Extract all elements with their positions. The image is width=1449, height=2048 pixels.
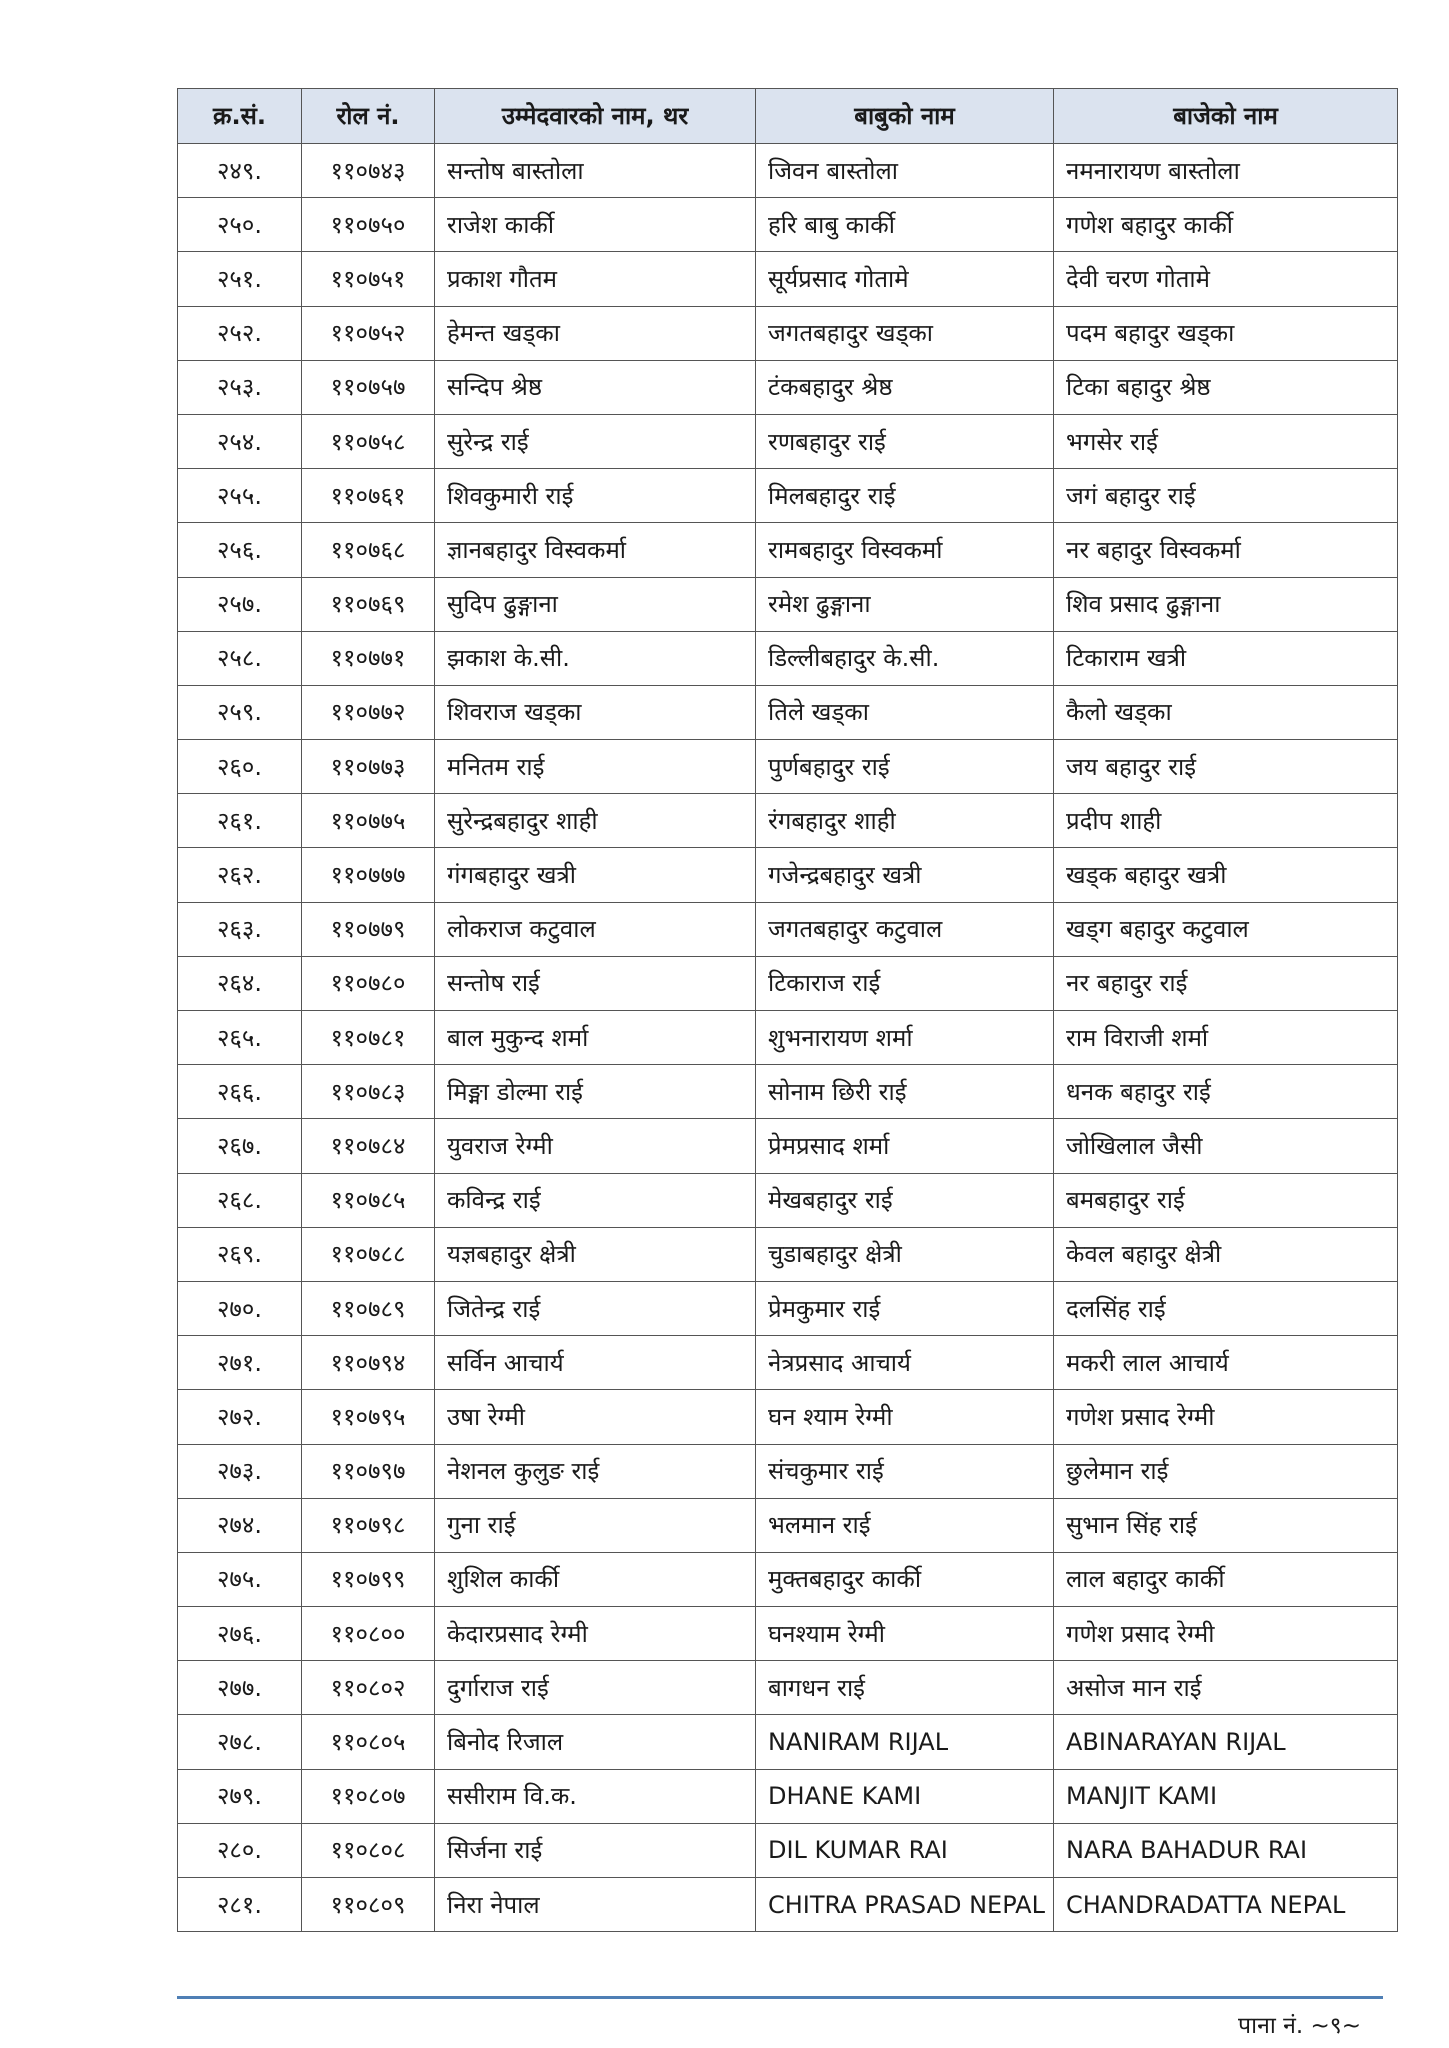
cell-roll-number: ११०७५२ (302, 306, 435, 360)
table-row (178, 956, 1398, 1010)
cell-candidate-name: सिर्जना राई (435, 1823, 756, 1877)
cell-candidate-name: शिवकुमारी राई (435, 469, 756, 523)
cell-father-name: मेखबहादुर राई (756, 1173, 1054, 1227)
cell-roll-number: ११०८०२ (302, 1661, 435, 1715)
cell-grandfather-name: बमबहादुर राई (1054, 1173, 1398, 1227)
cell-father-name: रामबहादुर विस्वकर्मा (756, 523, 1054, 577)
cell-father-name: नेत्रप्रसाद आचार्य (756, 1336, 1054, 1390)
cell-grandfather-name: टिका बहादुर श्रेष्ठ (1054, 360, 1398, 414)
cell-father-name: प्रेमप्रसाद शर्मा (756, 1119, 1054, 1173)
cell-roll-number: ११०७७५ (302, 794, 435, 848)
cell-roll-number: ११०७८१ (302, 1011, 435, 1065)
cell-serial-number: २८०. (178, 1823, 302, 1877)
cell-father-name: डिल्लीबहादुर के.सी. (756, 631, 1054, 685)
page-number: पाना नं. ~९~ (1238, 2013, 1361, 2039)
table-row (178, 577, 1398, 631)
table-row (178, 1498, 1398, 1552)
cell-roll-number: ११०७७९ (302, 902, 435, 956)
cell-grandfather-name: नर बहादुर राई (1054, 956, 1398, 1010)
cell-serial-number: २५६. (178, 523, 302, 577)
table-row (178, 414, 1398, 468)
table-row (178, 1715, 1398, 1769)
table-row (178, 1552, 1398, 1606)
table-row (178, 1119, 1398, 1173)
header-serial-number: क्र.सं. (178, 89, 302, 144)
cell-father-name: संचकुमार राई (756, 1444, 1054, 1498)
table-row (178, 740, 1398, 794)
cell-grandfather-name: MANJIT KAMI (1054, 1769, 1398, 1823)
cell-father-name: चुडाबहादुर क्षेत्री (756, 1227, 1054, 1281)
cell-candidate-name: सन्दिप श्रेष्ठ (435, 360, 756, 414)
cell-roll-number: ११०७८३ (302, 1065, 435, 1119)
cell-roll-number: ११०७८९ (302, 1281, 435, 1335)
cell-roll-number: ११०८०५ (302, 1715, 435, 1769)
cell-father-name: सूर्यप्रसाद गोतामे (756, 252, 1054, 306)
cell-father-name: टंकबहादुर श्रेष्ठ (756, 360, 1054, 414)
cell-father-name: जगतबहादुर कटुवाल (756, 902, 1054, 956)
table-row (178, 469, 1398, 523)
cell-father-name: रंगबहादुर शाही (756, 794, 1054, 848)
table-row (178, 902, 1398, 956)
cell-grandfather-name: CHANDRADATTA NEPAL (1054, 1878, 1398, 1932)
cell-roll-number: ११०७८८ (302, 1227, 435, 1281)
table-row (178, 360, 1398, 414)
cell-serial-number: २७६. (178, 1607, 302, 1661)
cell-candidate-name: कविन्द्र राई (435, 1173, 756, 1227)
cell-roll-number: ११०७५१ (302, 252, 435, 306)
cell-roll-number: ११०७६८ (302, 523, 435, 577)
cell-candidate-name: सन्तोष बास्तोला (435, 144, 756, 198)
header-candidate-name: उम्मेदवारको नाम, थर (435, 89, 756, 144)
cell-roll-number: ११०७९७ (302, 1444, 435, 1498)
cell-father-name: शुभनारायण शर्मा (756, 1011, 1054, 1065)
cell-candidate-name: शिवराज खड्का (435, 685, 756, 739)
cell-father-name: गजेन्द्रबहादुर खत्री (756, 848, 1054, 902)
cell-roll-number: ११०७४३ (302, 144, 435, 198)
cell-roll-number: ११०७९५ (302, 1390, 435, 1444)
cell-candidate-name: राजेश कार्की (435, 198, 756, 252)
cell-serial-number: २५८. (178, 631, 302, 685)
cell-grandfather-name: सुभान सिंह राई (1054, 1498, 1398, 1552)
cell-father-name: सोनाम छिरी राई (756, 1065, 1054, 1119)
cell-roll-number: ११०७७७ (302, 848, 435, 902)
cell-serial-number: २५७. (178, 577, 302, 631)
cell-grandfather-name: गणेश प्रसाद रेग्मी (1054, 1607, 1398, 1661)
cell-roll-number: ११०८०९ (302, 1878, 435, 1932)
table-row (178, 1444, 1398, 1498)
cell-serial-number: २६५. (178, 1011, 302, 1065)
cell-serial-number: २७८. (178, 1715, 302, 1769)
cell-grandfather-name: खड्क बहादुर खत्री (1054, 848, 1398, 902)
cell-serial-number: २६१. (178, 794, 302, 848)
cell-grandfather-name: कैलो खड्का (1054, 685, 1398, 739)
cell-candidate-name: हेमन्त खड्का (435, 306, 756, 360)
cell-grandfather-name: असोज मान राई (1054, 1661, 1398, 1715)
cell-roll-number: ११०७८० (302, 956, 435, 1010)
cell-roll-number: ११०७८४ (302, 1119, 435, 1173)
cell-grandfather-name: पदम बहादुर खड्का (1054, 306, 1398, 360)
cell-roll-number: ११०७६९ (302, 577, 435, 631)
cell-serial-number: २७०. (178, 1281, 302, 1335)
cell-father-name: मुक्तबहादुर कार्की (756, 1552, 1054, 1606)
cell-serial-number: २६०. (178, 740, 302, 794)
table-row (178, 1065, 1398, 1119)
cell-grandfather-name: ABINARAYAN RIJAL (1054, 1715, 1398, 1769)
cell-serial-number: २६९. (178, 1227, 302, 1281)
cell-roll-number: ११०८०७ (302, 1769, 435, 1823)
cell-candidate-name: ससीराम वि.क. (435, 1769, 756, 1823)
cell-serial-number: २६७. (178, 1119, 302, 1173)
cell-roll-number: ११०७७१ (302, 631, 435, 685)
cell-roll-number: ११०७९४ (302, 1336, 435, 1390)
cell-roll-number: ११०७६१ (302, 469, 435, 523)
header-roll-number: रोल नं. (302, 89, 435, 144)
cell-candidate-name: उषा रेग्मी (435, 1390, 756, 1444)
cell-roll-number: ११०७७३ (302, 740, 435, 794)
cell-candidate-name: सन्तोष राई (435, 956, 756, 1010)
cell-grandfather-name: धनक बहादुर राई (1054, 1065, 1398, 1119)
cell-father-name: भलमान राई (756, 1498, 1054, 1552)
cell-grandfather-name: भगसेर राई (1054, 414, 1398, 468)
cell-serial-number: २८१. (178, 1878, 302, 1932)
cell-serial-number: २५३. (178, 360, 302, 414)
cell-serial-number: २६८. (178, 1173, 302, 1227)
cell-candidate-name: मनितम राई (435, 740, 756, 794)
cell-serial-number: २५४. (178, 414, 302, 468)
cell-serial-number: २४९. (178, 144, 302, 198)
cell-candidate-name: गंगबहादुर खत्री (435, 848, 756, 902)
cell-roll-number: ११०७५७ (302, 360, 435, 414)
cell-father-name: जिवन बास्तोला (756, 144, 1054, 198)
cell-grandfather-name: खड्ग बहादुर कटुवाल (1054, 902, 1398, 956)
cell-candidate-name: सुरेन्द्र राई (435, 414, 756, 468)
cell-grandfather-name: देवी चरण गोतामे (1054, 252, 1398, 306)
table-row (178, 198, 1398, 252)
cell-candidate-name: लोकराज कटुवाल (435, 902, 756, 956)
cell-grandfather-name: लाल बहादुर कार्की (1054, 1552, 1398, 1606)
cell-roll-number: ११०७७२ (302, 685, 435, 739)
cell-candidate-name: बाल मुकुन्द शर्मा (435, 1011, 756, 1065)
cell-candidate-name: सर्विन आचार्य (435, 1336, 756, 1390)
cell-father-name: मिलबहादुर राई (756, 469, 1054, 523)
cell-father-name: हरि बाबु कार्की (756, 198, 1054, 252)
table-row (178, 685, 1398, 739)
cell-father-name: रमेश ढुङ्गाना (756, 577, 1054, 631)
cell-father-name: NANIRAM RIJAL (756, 1715, 1054, 1769)
cell-serial-number: २७२. (178, 1390, 302, 1444)
cell-candidate-name: दुर्गाराज राई (435, 1661, 756, 1715)
header-father-name: बाबुको नाम (756, 89, 1054, 144)
cell-serial-number: २५१. (178, 252, 302, 306)
cell-serial-number: २५९. (178, 685, 302, 739)
cell-candidate-name: युवराज रेग्मी (435, 1119, 756, 1173)
cell-father-name: DHANE KAMI (756, 1769, 1054, 1823)
table-body (178, 144, 1398, 1932)
table-row (178, 794, 1398, 848)
cell-candidate-name: नेशनल कुलुङ राई (435, 1444, 756, 1498)
cell-candidate-name: निरा नेपाल (435, 1878, 756, 1932)
cell-father-name: CHITRA PRASAD NEPAL (756, 1878, 1054, 1932)
table-row (178, 1173, 1398, 1227)
cell-candidate-name: केदारप्रसाद रेग्मी (435, 1607, 756, 1661)
table-row (178, 1281, 1398, 1335)
cell-candidate-name: सुदिप ढुङ्गाना (435, 577, 756, 631)
cell-candidate-name: प्रकाश गौतम (435, 252, 756, 306)
cell-roll-number: ११०७९८ (302, 1498, 435, 1552)
cell-grandfather-name: गणेश बहादुर कार्की (1054, 198, 1398, 252)
cell-grandfather-name: प्रदीप शाही (1054, 794, 1398, 848)
cell-candidate-name: गुना राई (435, 1498, 756, 1552)
cell-serial-number: २६४. (178, 956, 302, 1010)
cell-serial-number: २७५. (178, 1552, 302, 1606)
cell-roll-number: ११०८०० (302, 1607, 435, 1661)
cell-serial-number: २६३. (178, 902, 302, 956)
cell-father-name: घन श्याम रेग्मी (756, 1390, 1054, 1444)
cell-father-name: घनश्याम रेग्मी (756, 1607, 1054, 1661)
cell-grandfather-name: जगं बहादुर राई (1054, 469, 1398, 523)
cell-candidate-name: यज्ञबहादुर क्षेत्री (435, 1227, 756, 1281)
cell-serial-number: २७९. (178, 1769, 302, 1823)
cell-father-name: प्रेमकुमार राई (756, 1281, 1054, 1335)
cell-grandfather-name: छुलेमान राई (1054, 1444, 1398, 1498)
cell-candidate-name: बिनोद रिजाल (435, 1715, 756, 1769)
cell-grandfather-name: जोखिलाल जैसी (1054, 1119, 1398, 1173)
cell-candidate-name: सुरेन्द्रबहादुर शाही (435, 794, 756, 848)
table-header-row (178, 89, 1398, 144)
cell-grandfather-name: नर बहादुर विस्वकर्मा (1054, 523, 1398, 577)
cell-candidate-name: जितेन्द्र राई (435, 1281, 756, 1335)
cell-serial-number: २५०. (178, 198, 302, 252)
cell-grandfather-name: टिकाराम खत्री (1054, 631, 1398, 685)
cell-serial-number: २६२. (178, 848, 302, 902)
cell-grandfather-name: केवल बहादुर क्षेत्री (1054, 1227, 1398, 1281)
table-row (178, 1227, 1398, 1281)
cell-serial-number: २७१. (178, 1336, 302, 1390)
cell-father-name: बागधन राई (756, 1661, 1054, 1715)
table-row (178, 1011, 1398, 1065)
cell-roll-number: ११०७५८ (302, 414, 435, 468)
cell-grandfather-name: नमनारायण बास्तोला (1054, 144, 1398, 198)
table-row (178, 1607, 1398, 1661)
table-row (178, 252, 1398, 306)
table-row (178, 1769, 1398, 1823)
cell-grandfather-name: जय बहादुर राई (1054, 740, 1398, 794)
cell-serial-number: २५२. (178, 306, 302, 360)
table-row (178, 848, 1398, 902)
cell-roll-number: ११०७९९ (302, 1552, 435, 1606)
cell-candidate-name: झकाश के.सी. (435, 631, 756, 685)
table-row (178, 1878, 1398, 1932)
table-row (178, 631, 1398, 685)
table-row (178, 1823, 1398, 1877)
table-row (178, 1336, 1398, 1390)
cell-candidate-name: ज्ञानबहादुर विस्वकर्मा (435, 523, 756, 577)
cell-roll-number: ११०७८५ (302, 1173, 435, 1227)
cell-grandfather-name: शिव प्रसाद ढुङ्गाना (1054, 577, 1398, 631)
table-row (178, 523, 1398, 577)
table-row (178, 306, 1398, 360)
cell-serial-number: २७३. (178, 1444, 302, 1498)
header-grandfather-name: बाजेको नाम (1054, 89, 1398, 144)
cell-serial-number: २७४. (178, 1498, 302, 1552)
cell-father-name: जगतबहादुर खड्का (756, 306, 1054, 360)
cell-grandfather-name: राम विराजी शर्मा (1054, 1011, 1398, 1065)
cell-father-name: तिले खड्का (756, 685, 1054, 739)
cell-serial-number: २६६. (178, 1065, 302, 1119)
cell-father-name: DIL KUMAR RAI (756, 1823, 1054, 1877)
cell-grandfather-name: गणेश प्रसाद रेग्मी (1054, 1390, 1398, 1444)
table-row (178, 1661, 1398, 1715)
cell-candidate-name: मिङ्मा डोल्मा राई (435, 1065, 756, 1119)
cell-father-name: पुर्णबहादुर राई (756, 740, 1054, 794)
table-row (178, 1390, 1398, 1444)
cell-grandfather-name: दलसिंह राई (1054, 1281, 1398, 1335)
table-row (178, 144, 1398, 198)
cell-father-name: रणबहादुर राई (756, 414, 1054, 468)
cell-serial-number: २७७. (178, 1661, 302, 1715)
cell-grandfather-name: मकरी लाल आचार्य (1054, 1336, 1398, 1390)
cell-candidate-name: शुशिल कार्की (435, 1552, 756, 1606)
cell-father-name: टिकाराज राई (756, 956, 1054, 1010)
cell-grandfather-name: NARA BAHADUR RAI (1054, 1823, 1398, 1877)
candidate-result-table (177, 88, 1398, 1932)
footer-divider (177, 1996, 1383, 1999)
cell-serial-number: २५५. (178, 469, 302, 523)
cell-roll-number: ११०८०८ (302, 1823, 435, 1877)
cell-roll-number: ११०७५० (302, 198, 435, 252)
